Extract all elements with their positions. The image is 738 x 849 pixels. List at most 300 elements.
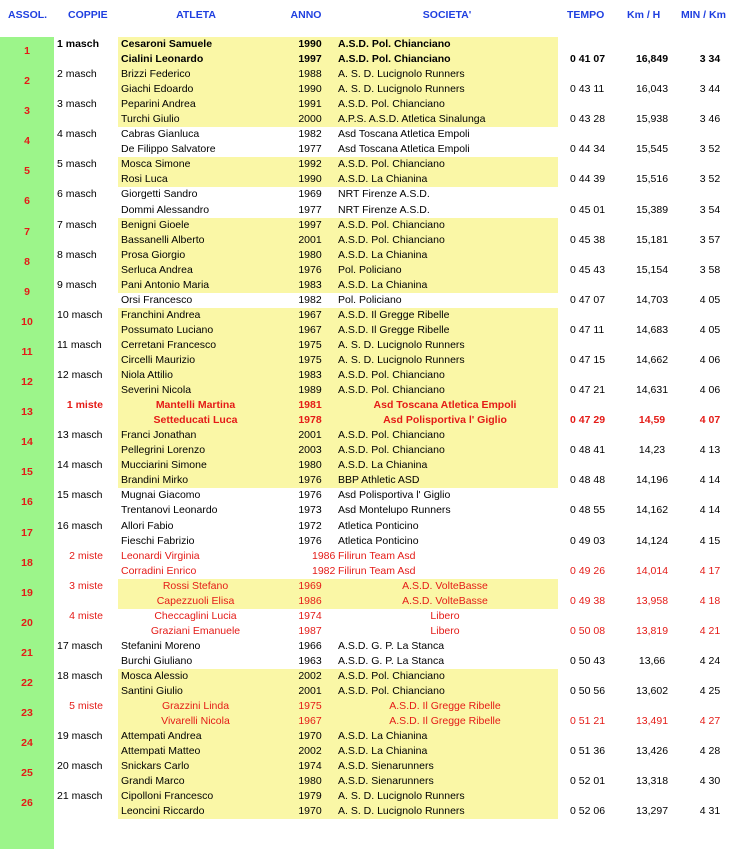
speed-cell: 14,124 [635,534,669,547]
birth-year: 1976 [298,474,322,487]
table-row [0,413,738,428]
society-name: A.S.D. La Chianina [338,278,428,291]
society-name: A.S.D. VolteBasse [402,594,488,607]
table-row [0,789,738,810]
birth-year: 1983 [298,278,322,291]
rank-cell: 17 [21,526,33,539]
rank-cell: 22 [21,676,33,689]
society-name: Filirun Team Asd [338,549,416,562]
speed-cell: 13,66 [638,654,666,667]
athlete-name: Cipolloni Francesco [121,790,214,803]
header-anno: ANNO [290,9,322,21]
pair-cell: 6 masch [57,188,97,201]
athlete-name: Turchi Giulio [121,113,180,126]
pair-cell: 16 masch [57,519,103,532]
society-name: Pol. Policiano [338,293,402,306]
birth-year: 1974 [298,760,322,773]
society-name: A.S.D. La Chianina [338,730,428,743]
table-row [0,323,738,338]
athlete-name: Grazzini Linda [161,700,230,713]
pace-cell: 3 44 [699,83,721,96]
birth-year: 1989 [298,384,322,397]
pace-cell: 4 14 [699,504,721,517]
birth-year: 2002 [298,669,322,682]
athlete-name: Checcaglini Lucia [154,609,237,622]
table-row [0,549,738,569]
speed-cell: 14,703 [635,293,669,306]
pace-cell: 3 46 [699,113,721,126]
society-name: A.S.D. La Chianina [338,248,428,261]
time-cell: 0 41 07 [570,53,606,66]
birth-year: 1978 [298,414,322,427]
table-row [0,248,738,268]
speed-cell: 14,631 [635,384,669,397]
birth-year: 1975 [298,353,322,366]
society-name: Libero [430,624,460,637]
athlete-name: Cesaroni Samuele [121,38,213,50]
birth-year: 1975 [298,700,322,713]
society-name: A. S. D. Lucignolo Runners [338,338,465,351]
birth-year: 1982 [298,128,322,141]
table-row [0,233,738,248]
pace-cell: 3 52 [699,143,721,156]
society-name: A.S.D. Pol. Chianciano [338,444,445,457]
pace-cell: 3 58 [699,263,721,276]
pace-cell: 3 54 [699,203,721,216]
speed-cell: 14,014 [635,564,669,577]
speed-cell: 13,958 [635,594,669,607]
society-name: Libero [430,609,460,622]
athlete-name: Attempati Matteo [121,745,201,758]
pair-cell: 2 miste [69,549,103,562]
birth-year: 1997 [298,53,322,66]
birth-year: 1967 [298,715,322,728]
birth-year: 2003 [298,444,322,457]
pace-cell: 4 24 [699,654,721,667]
society-name: A.S.D. Pol. Chianciano [338,685,445,698]
pair-cell: 5 masch [57,158,97,171]
pace-cell: 4 18 [699,594,721,607]
rank-cell: 15 [21,466,33,479]
table-row [0,172,738,187]
table-row [0,127,738,148]
birth-year: 1976 [298,489,322,502]
table-row [0,654,738,669]
pace-cell: 4 27 [699,715,721,728]
header-coppie: COPPIE [68,9,108,21]
athlete-name: Giorgetti Sandro [121,188,198,201]
table-row [0,97,738,118]
table-row [0,263,738,278]
time-cell: 0 45 38 [570,233,606,246]
pair-cell: 3 masch [57,98,97,111]
birth-year: 1990 [298,83,322,96]
table-row [0,187,738,208]
birth-year: 1986 [298,594,322,607]
pace-cell: 3 57 [699,233,721,246]
society-name: Filirun Team Asd [338,564,416,577]
pair-cell: 19 masch [57,730,103,743]
society-name: Asd Polisportiva l' Giglio [338,489,451,502]
table-row [0,624,738,639]
table-row [0,398,738,419]
athlete-name: Bassanelli Alberto [121,233,205,246]
header-minkm: MIN / Km [681,9,726,21]
table-row [0,729,738,750]
header-tempo: TEMPO [567,9,605,21]
header-kmh: Km / H [627,9,661,21]
table-row [0,503,738,518]
time-cell: 0 49 38 [570,594,606,607]
table-row [0,669,738,689]
table-row [0,609,738,629]
athlete-name: Snickars Carlo [121,760,190,773]
athlete-name: Brizzi Federico [121,68,191,81]
society-name: A.S.D. Il Gregge Ribelle [389,715,501,728]
pair-cell: 11 masch [57,338,102,351]
time-cell: 0 48 48 [570,474,606,487]
time-cell: 0 50 08 [570,624,606,637]
table-row [0,774,738,789]
rank-cell: 11 [21,345,33,358]
athlete-name: Peparini Andrea [121,98,196,111]
speed-cell: 15,938 [635,113,669,126]
pair-cell: 4 miste [69,609,103,622]
table-row [0,338,738,358]
speed-cell: 14,683 [635,323,669,336]
table-row [0,519,738,539]
rank-cell: 20 [21,616,33,629]
athlete-name: Pellegrini Lorenzo [121,444,206,457]
pair-cell: 9 masch [57,278,97,291]
rank-cell: 25 [21,767,33,780]
time-cell: 0 43 11 [570,83,605,96]
birth-year: 1997 [298,218,322,231]
pair-cell: 13 masch [57,429,103,442]
pair-cell: 2 masch [57,68,97,81]
rank-cell: 23 [21,707,33,720]
table-row [0,383,738,398]
time-cell: 0 44 34 [570,143,606,156]
pair-cell: 20 masch [57,760,103,773]
athlete-name: Franchini Andrea [121,308,201,321]
birth-year: 1967 [298,308,322,321]
athlete-name: Possumato Luciano [121,323,214,336]
athlete-name: Attempati Andrea [121,730,202,743]
birth-year: 1980 [298,459,322,472]
athlete-name: Dommi Alessandro [121,203,210,216]
birth-year: 1976 [298,534,322,547]
pace-cell: 3 34 [699,53,721,66]
birth-year: 1992 [298,158,322,171]
birth-year: 1986 [312,549,336,562]
rank-cell: 4 [24,135,30,148]
time-cell: 0 45 43 [570,263,606,276]
society-name: A.S.D. La Chianina [338,459,428,472]
pair-cell: 1 masch [57,38,100,50]
athlete-name: Cabras Gianluca [121,128,200,141]
table-row [0,594,738,609]
athlete-name: Santini Giulio [121,685,183,698]
athlete-name: Allori Fabio [121,519,174,532]
rank-cell: 8 [24,255,30,268]
birth-year: 1988 [298,68,322,81]
rank-cell: 12 [21,376,33,389]
athlete-name: Grandi Marco [121,775,185,788]
birth-year: 1970 [298,805,322,818]
athlete-name: Benigni Gioele [121,218,190,231]
birth-year: 1977 [298,143,322,156]
rank-cell: 16 [21,496,33,509]
athlete-name: Mucciarini Simone [121,459,207,472]
time-cell: 0 48 55 [570,504,606,517]
pace-cell: 4 30 [699,775,721,788]
time-cell: 0 51 21 [570,715,606,728]
speed-cell: 14,162 [635,504,669,517]
pace-cell: 4 17 [699,564,721,577]
pair-cell: 3 miste [69,579,103,592]
birth-year: 2000 [298,113,322,126]
time-cell: 0 52 06 [570,805,606,818]
time-cell: 0 47 29 [570,414,606,427]
society-name: A. S. D. Lucignolo Runners [338,353,465,366]
athlete-name: Trentanovi Leonardo [121,504,218,517]
speed-cell: 14,23 [638,444,666,457]
time-cell: 0 50 56 [570,685,606,698]
pace-cell: 4 06 [699,384,721,397]
pace-cell: 4 07 [699,414,721,427]
speed-cell: 15,516 [635,173,669,186]
table-row [0,488,738,509]
pair-cell: 12 masch [57,369,103,382]
society-name: NRT Firenze A.S.D. [338,203,430,216]
pair-cell: 14 masch [57,459,103,472]
rank-cell: 13 [21,406,33,419]
header-assol: ASSOL. [8,9,48,21]
athlete-name: Orsi Francesco [121,293,193,306]
athlete-name: Rossi Stefano [162,579,229,592]
table-row [0,579,738,599]
pace-cell: 4 06 [699,353,721,366]
society-name: Pol. Policiano [338,263,402,276]
society-name: A.S.D. Sienarunners [338,775,434,788]
pair-cell: 5 miste [69,700,103,713]
speed-cell: 13,491 [635,715,669,728]
pair-cell: 18 masch [57,669,103,682]
rank-cell: 1 [24,45,30,57]
athlete-name: Niola Attilio [121,369,173,382]
society-name: A.S.D. Pol. Chianciano [338,669,445,682]
speed-cell: 13,819 [635,624,669,637]
table-row [0,293,738,308]
rank-cell: 5 [24,165,30,178]
time-cell: 0 44 39 [570,173,606,186]
society-name: A.S.D. Il Gregge Ribelle [389,700,501,713]
table-row [0,534,738,549]
athlete-name: Serluca Andrea [121,263,193,276]
rank-cell: 24 [21,737,33,750]
speed-cell: 13,297 [635,805,669,818]
athlete-name: Fieschi Fabrizio [121,534,195,547]
speed-cell: 13,426 [635,745,669,758]
speed-cell: 16,849 [635,53,669,66]
table-row [0,142,738,157]
table-row [0,564,738,579]
athlete-name: Rosi Luca [121,173,168,186]
athlete-name: Franci Jonathan [121,429,197,442]
birth-year: 2001 [298,685,322,698]
table-row [0,203,738,218]
time-cell: 0 49 26 [570,564,606,577]
birth-year: 1969 [298,188,322,201]
birth-year: 2001 [298,233,322,246]
pair-cell: 21 masch [57,790,103,803]
society-name: A.S.D. VolteBasse [402,579,488,592]
time-cell: 0 49 03 [570,534,606,547]
society-name: A.S.D. Il Gregge Ribelle [338,308,450,321]
society-name: A.S.D. Pol. Chianciano [338,38,451,50]
table-row [0,157,738,178]
society-name: Asd Montelupo Runners [338,504,451,517]
birth-year: 1981 [298,399,322,412]
society-name: A.S.D. G. P. La Stanca [338,654,445,667]
rank-cell: 14 [21,436,33,449]
society-name: A.S.D. Pol. Chianciano [338,158,445,171]
rank-cell: 21 [21,646,33,659]
society-name: Asd Toscana Atletica Empoli [338,143,470,156]
rank-cell: 7 [24,225,30,238]
rank-cell: 19 [21,586,33,599]
table-row [0,684,738,699]
table-row [0,639,738,659]
birth-year: 1982 [298,293,322,306]
society-name: A. S. D. Lucignolo Runners [338,805,465,818]
rank-cell: 26 [21,797,33,810]
birth-year: 1990 [298,173,322,186]
birth-year: 1975 [298,338,322,351]
society-name: A.S.D. Pol. Chianciano [338,384,445,397]
speed-cell: 16,043 [635,83,669,96]
table-row [0,804,738,819]
pair-cell: 8 masch [57,248,97,261]
athlete-name: Capezzuoli Elisa [156,594,235,607]
athlete-name: Cerretani Francesco [121,338,217,351]
table-row [0,428,738,449]
pace-cell: 4 14 [699,474,721,487]
time-cell: 0 48 41 [570,444,606,457]
table-row [0,714,738,729]
pair-cell: 10 masch [57,308,103,321]
table-row [0,443,738,458]
table-row [0,278,738,298]
pace-cell: 3 52 [699,173,721,186]
pace-cell: 4 13 [699,444,721,457]
birth-year: 1983 [298,369,322,382]
birth-year: 1967 [298,323,322,336]
speed-cell: 15,154 [635,263,669,276]
society-name: A.S.D. Il Gregge Ribelle [338,323,450,336]
speed-cell: 14,59 [638,414,666,427]
birth-year: 1987 [298,624,322,637]
athlete-name: De Filippo Salvatore [121,143,216,156]
society-name: A.S.D. La Chianina [338,745,428,758]
pace-cell: 4 21 [699,624,721,637]
society-name: A.S.D. Pol. Chianciano [338,233,445,246]
birth-year: 1982 [312,564,336,577]
athlete-name: Severini Nicola [121,384,192,397]
society-name: A.S.D. G. P. La Stanca [338,639,445,652]
society-name: Atletica Ponticino [338,534,419,547]
pace-cell: 4 05 [699,323,721,336]
athlete-name: Brandini Mirko [121,474,189,487]
birth-year: 1970 [298,730,322,743]
table-row [0,37,738,57]
society-name: Asd Polisportiva l' Giglio [383,414,507,427]
pair-cell: 15 masch [57,489,103,502]
birth-year: 1969 [298,579,322,592]
time-cell: 0 52 01 [570,775,606,788]
rank-cell: 9 [24,285,30,298]
society-name: Asd Toscana Atletica Empoli [338,128,470,141]
table-row [0,52,738,67]
athlete-name: Mosca Simone [121,158,191,171]
society-name: A.S.D. Pol. Chianciano [338,98,445,111]
pace-cell: 4 31 [699,805,721,818]
birth-year: 1979 [298,790,322,803]
society-name: A. S. D. Lucignolo Runners [338,790,465,803]
header-atleta: ATLETA [176,9,216,21]
birth-year: 1972 [298,519,322,532]
time-cell: 0 47 07 [570,293,606,306]
athlete-name: Circelli Maurizio [121,353,196,366]
pace-cell: 4 28 [699,745,721,758]
table-row [0,67,738,88]
speed-cell: 14,196 [635,474,669,487]
society-name: A.S.D. Pol. Chianciano [338,429,445,442]
rank-cell: 18 [21,556,33,569]
athlete-name: Cialini Leonardo [121,53,204,66]
society-name: A. S. D. Lucignolo Runners [338,68,465,81]
speed-cell: 15,181 [635,233,669,246]
table-row [0,759,738,780]
athlete-name: Leonardi Virginia [121,549,200,562]
pair-cell: 17 masch [57,639,103,652]
society-name: BBP Athletic ASD [338,474,420,487]
time-cell: 0 47 15 [570,353,606,366]
table-row [0,218,738,238]
society-name: A.S.D. Sienarunners [338,760,434,773]
birth-year: 1973 [298,504,322,517]
athlete-name: Vivarelli Nicola [161,715,230,728]
time-cell: 0 51 36 [570,745,606,758]
time-cell: 0 47 11 [570,323,605,336]
speed-cell: 15,545 [635,143,669,156]
society-name: A.S.D. Pol. Chianciano [338,218,445,231]
table-row [0,699,738,720]
results-table [0,37,738,819]
society-name: A.S.D. Pol. Chianciano [338,369,445,382]
society-name: A.S.D. Pol. Chianciano [338,53,451,66]
birth-year: 2001 [298,429,322,442]
birth-year: 1974 [298,609,322,622]
birth-year: 1980 [298,248,322,261]
time-cell: 0 47 21 [570,384,606,397]
birth-year: 1963 [298,654,322,667]
birth-year: 1977 [298,203,322,216]
athlete-name: Prosa Giorgio [121,248,186,261]
pace-cell: 4 05 [699,293,721,306]
birth-year: 1976 [298,263,322,276]
